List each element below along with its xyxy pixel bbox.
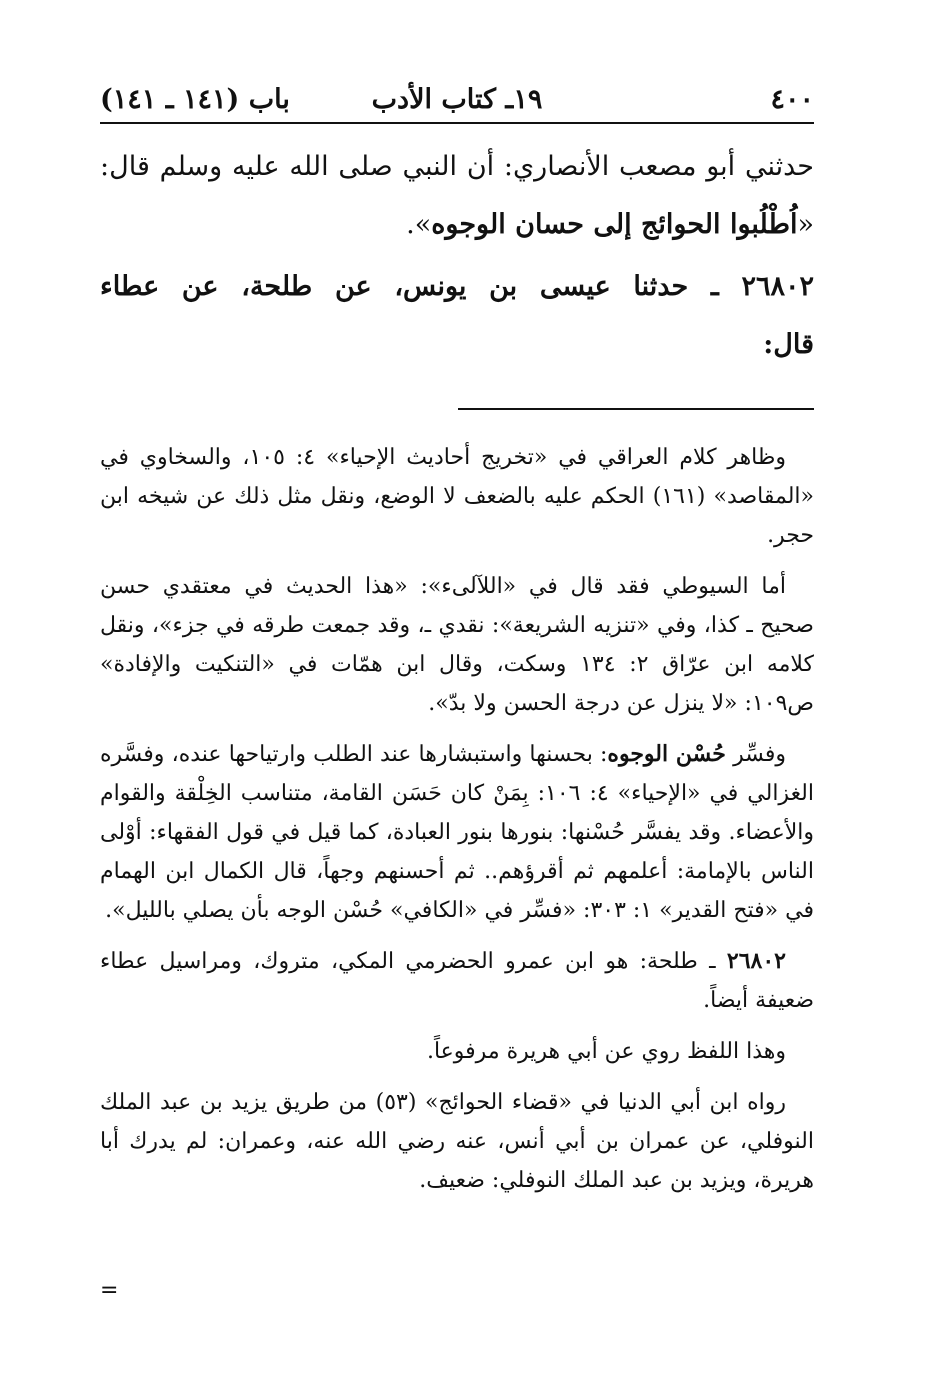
running-header (100, 78, 814, 118)
hadith-close: ». (406, 209, 432, 240)
footnote-paragraph: وظاهر كلام العراقي في «تخريج أحاديث الإحياء» ٤: ١٠٥، والسخاوي في «المقاصد» (١٦١) الحكم عليه بالضعف لا الوضع، ونقل مثل ذلك عن شيخه ابن حجر. (100, 445, 814, 548)
page-number: ٤٠٠ (770, 84, 814, 115)
hadith-intro: حدثني أبو مصعب الأنصاري: أن النبي صلى الله عليه وسلم قال: « (100, 151, 814, 240)
hadith-entry (100, 258, 814, 374)
footnote-paragraph: أما السيوطي فقد قال في «اللآلىء»: «هذا الحديث في معتقدي حسن صحيح ـ كذا، وفي «تنزيه الشريعة»: نقدي ـ، وقد جمعت طرقه في جزء»، ونقل كلامه ابن عرّاق ٢: ١٣٤ وسكت، وقال ابن همّات في «التنكيت والإفادة» ص١٠٩: «لا ينزل عن درجة الحسن ولا بدّ». (100, 574, 814, 716)
continuation-mark: = (100, 1278, 119, 1303)
footnote-paragraph (100, 942, 814, 1020)
footnote-paragraph: رواه ابن أبي الدنيا في «قضاء الحوائج» (٥٣) من طريق يزيد بن عبد الملك النوفلي، عن عمران بن أبي أنس، عنه رضي الله عنه، وعمران: لم يدرك أبا هريرة، ويزيد بن عبد الملك النوفلي: ضعيف. (100, 1090, 814, 1193)
footnote-paragraph (100, 735, 814, 930)
hadith-continuation (100, 138, 814, 254)
book-page (100, 78, 814, 1212)
footnote-text: ـ طلحة: هو ابن عمرو الحضرمي المكي، متروك، ومراسيل عطاء ضعيفة أيضاً. (100, 949, 814, 1013)
footnote-text: وفسِّر (725, 742, 786, 767)
hadith-isnad: ـ حدثنا عيسى بن يونس، عن طلحة، عن عطاء قال: (100, 271, 814, 360)
main-text (100, 138, 814, 374)
hadith-number: ٢٦٨٠٢ (741, 271, 814, 302)
footnote-divider (458, 408, 814, 410)
header-divider (100, 122, 814, 124)
footnote-text: : بحسنها واستبشارها عند الطلب وارتياحها عنده، وفسَّره الغزالي في «الإحياء» ٤: ١٠٦: بِمَنْ كان حَسَن القامة، متناسب الخِلْقة والقوام والأعضاء. وقد يفسَّر حُسْنها: بنورها بنور العبادة، كما قيل في قول الفقهاء: أوْلى الناس بالإمامة: أعلمهم ثم أقرؤهم.. ثم أحسنهم وجهاً، قال الكمال ابن الهمام في «فتح القدير» ١: ٣٠٣: «فسِّر في «الكافي» حُسْن الوجه بأن يصلي بالليل». (100, 742, 814, 923)
book-title: ١٩ـ كتاب الأدب (371, 84, 543, 115)
chapter-title: باب (١٤١ ـ ١٤١) (100, 84, 290, 115)
footnote-paragraph: وهذا اللفظ روي عن أبي هريرة مرفوعاً. (426, 1039, 786, 1064)
footnote-hadith-number: ٢٦٨٠٢ (726, 948, 786, 974)
footnotes (100, 438, 814, 1200)
hadith-matn: اُطْلُبوا الحوائج إلى حسان الوجوه (431, 209, 798, 240)
footnote-term: حُسْن الوجوه (607, 741, 726, 767)
